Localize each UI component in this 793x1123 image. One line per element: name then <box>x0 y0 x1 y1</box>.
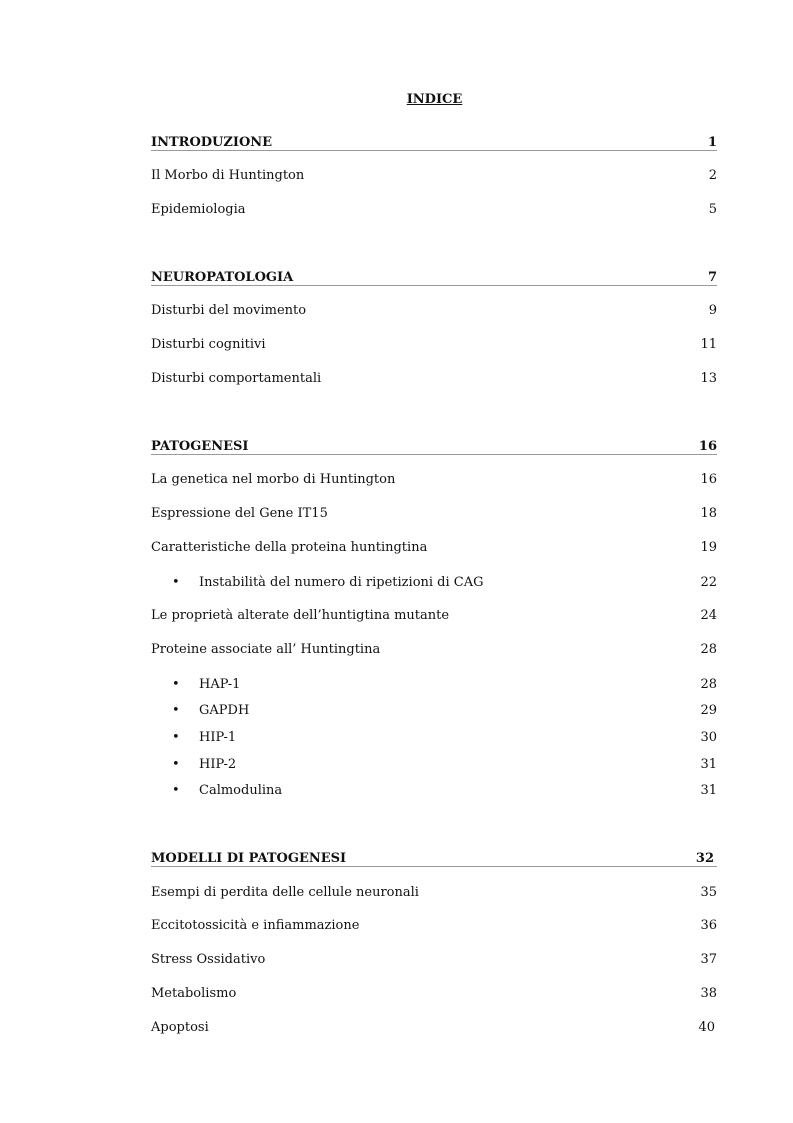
section-page-number: 1 <box>707 135 717 150</box>
toc-entry-page: 9 <box>708 303 717 318</box>
toc-entry-label: Proteine associate all’ Huntingtina <box>151 642 381 657</box>
toc-entry-page: 30 <box>700 730 717 745</box>
toc-entry-label: Epidemiologia <box>151 202 246 217</box>
section-rule <box>151 150 717 151</box>
section-page-number: 7 <box>707 270 717 285</box>
toc-entry-label: Disturbi cognitivi <box>151 337 266 352</box>
toc-entry-page: 40 <box>698 1020 715 1035</box>
section-rule <box>151 454 717 455</box>
toc-entry-page: 13 <box>700 371 717 386</box>
bullet-icon: • <box>172 757 180 772</box>
toc-entry-page: 28 <box>700 677 717 692</box>
toc-entry-page: 5 <box>708 202 717 217</box>
toc-entry-label: Disturbi del movimento <box>151 303 307 318</box>
toc-entry-page: 28 <box>700 642 717 657</box>
bullet-icon: • <box>172 677 180 692</box>
toc-entry-label: HAP-1 <box>199 677 241 692</box>
toc-entry-page: 18 <box>700 506 717 521</box>
toc-entry-label: Espressione del Gene IT15 <box>151 506 328 521</box>
section-page-number: 32 <box>695 851 714 866</box>
toc-entry-page: 22 <box>700 575 717 590</box>
section-label: PATOGENESI <box>151 439 249 454</box>
toc-entry-page: 16 <box>700 472 717 487</box>
toc-entry-label: Caratteristiche della proteina huntingtina <box>151 540 428 555</box>
toc-entry-label: Instabilità del numero di ripetizioni di CAG <box>199 575 484 590</box>
toc-entry-page: 31 <box>700 783 717 798</box>
toc-entry-page: 11 <box>700 337 717 352</box>
toc-entry-label: Esempi di perdita delle cellule neuronali <box>151 885 419 900</box>
toc-entry-label: Calmodulina <box>199 783 283 798</box>
toc-entry-page: 38 <box>700 986 717 1001</box>
toc-entry-label: GAPDH <box>199 703 250 718</box>
section-rule <box>151 866 717 867</box>
toc-entry-label: Il Morbo di Huntington <box>151 168 305 183</box>
index-title: INDICE <box>406 92 463 107</box>
toc-entry-page: 19 <box>700 540 717 555</box>
section-label: INTRODUZIONE <box>151 135 273 150</box>
bullet-icon: • <box>172 703 180 718</box>
toc-entry-page: 35 <box>700 885 717 900</box>
toc-entry-page: 31 <box>700 757 717 772</box>
toc-entry-label: HIP-2 <box>199 757 237 772</box>
toc-entry-page: 37 <box>700 952 717 967</box>
toc-entry-page: 24 <box>700 608 717 623</box>
bullet-icon: • <box>172 730 180 745</box>
toc-entry-label: HIP-1 <box>199 730 237 745</box>
toc-entry-label: Disturbi comportamentali <box>151 371 322 386</box>
toc-entry-page: 2 <box>708 168 717 183</box>
toc-entry-label: Stress Ossidativo <box>151 952 266 967</box>
toc-entry-label: Apoptosi <box>151 1020 209 1035</box>
toc-entry-page: 36 <box>700 918 717 933</box>
section-page-number: 16 <box>698 439 717 454</box>
toc-entry-label: Eccitotossicità e infiammazione <box>151 918 360 933</box>
section-label: NEUROPATOLOGIA <box>151 270 294 285</box>
toc-entry-page: 29 <box>700 703 717 718</box>
toc-entry-label: La genetica nel morbo di Huntington <box>151 472 396 487</box>
bullet-icon: • <box>172 575 180 590</box>
bullet-icon: • <box>172 783 180 798</box>
toc-entry-label: Metabolismo <box>151 986 237 1001</box>
section-label: MODELLI DI PATOGENESI <box>151 851 347 866</box>
toc-entry-label: Le proprietà alterate dell’huntigtina mutante <box>151 608 450 623</box>
section-rule <box>151 285 717 286</box>
